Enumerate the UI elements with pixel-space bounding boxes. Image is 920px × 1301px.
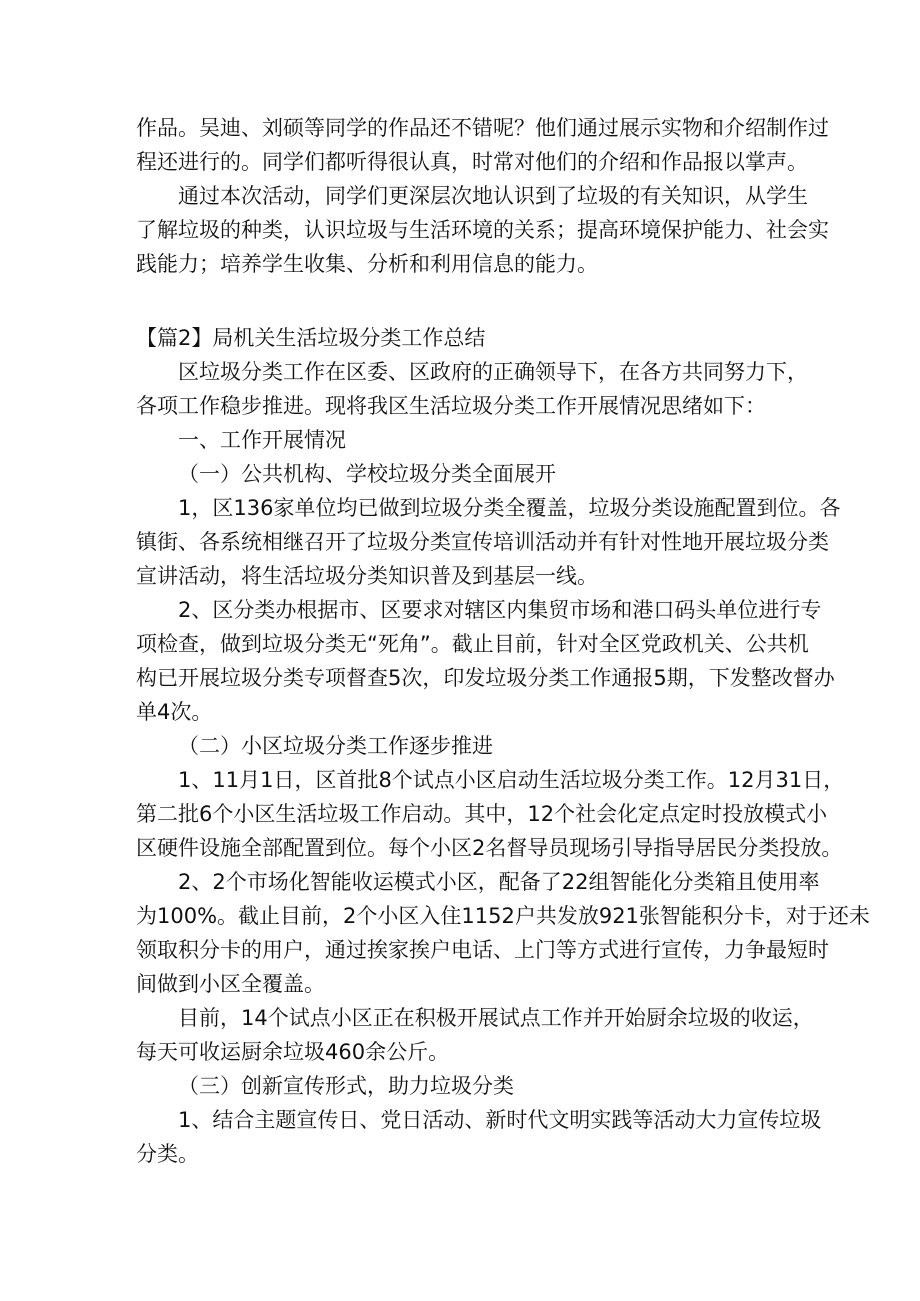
subheading-line: （一）公共机构、学校垃圾分类全面展开 <box>178 462 556 486</box>
paragraph-line: 第二批6个小区生活垃圾工作启动。其中，12个社会化定点定时投放模式小 <box>136 802 828 826</box>
paragraph-line: 间做到小区全覆盖。 <box>136 972 325 996</box>
paragraph-line: 分类。 <box>136 1142 199 1166</box>
paragraph-line: 程还进行的。同学们都听得很认真，时常对他们的介绍和作品报以掌声。 <box>136 150 808 174</box>
paragraph-line: 区垃圾分类工作在区委、区政府的正确领导下，在各方共同努力下， <box>178 360 808 384</box>
paragraph-line: 2、区分类办根据市、区要求对辖区内集贸市场和港口码头单位进行专 <box>178 598 822 622</box>
paragraph-line: 1、结合主题宣传日、党日活动、新时代文明实践等活动大力宣传垃圾 <box>178 1108 822 1132</box>
paragraph-line: 作品。吴迪、刘硕等同学的作品还不错呢？他们通过展示实物和介绍制作过 <box>136 116 829 140</box>
paragraph-line: 1，区136家单位均已做到垃圾分类全覆盖，垃圾分类设施配置到位。各 <box>178 496 841 520</box>
paragraph-line: 镇街、各系统相继召开了垃圾分类宣传培训活动并有针对性地开展垃圾分类 <box>136 530 829 554</box>
paragraph-line: 宣讲活动，将生活垃圾分类知识普及到基层一线。 <box>136 564 598 588</box>
paragraph-line: 践能力；培养学生收集、分析和利用信息的能力。 <box>136 252 598 276</box>
paragraph-line: 每天可收运厨余垃圾460余公斤。 <box>136 1040 450 1064</box>
subheading-line: 一、工作开展情况 <box>178 428 346 452</box>
paragraph-line: 各项工作稳步推进。现将我区生活垃圾分类工作开展情况思绪如下： <box>136 394 766 418</box>
section-title: 【篇2】局机关生活垃圾分类工作总结 <box>136 326 486 350</box>
paragraph-line: 1、11月1日，区首批8个试点小区启动生活垃圾分类工作。12月31日， <box>178 768 845 792</box>
paragraph-line: 了解垃圾的种类，认识垃圾与生活环境的关系；提高环境保护能力、社会实 <box>136 218 829 242</box>
document-body <box>136 111 870 1171</box>
subheading-line: （三）创新宣传形式，助力垃圾分类 <box>178 1074 514 1098</box>
paragraph-line: 构已开展垃圾分类专项督查5次，印发垃圾分类工作通报5期，下发整改督办 <box>136 666 835 690</box>
paragraph-line: 为100%。截止目前，2个小区入住1152户共发放921张智能积分卡，对于还未 <box>136 904 870 928</box>
paragraph-line: 通过本次活动，同学们更深层次地认识到了垃圾的有关知识，从学生 <box>178 184 808 208</box>
paragraph-line: 领取积分卡的用户，通过挨家挨户电话、上门等方式进行宣传，力争最短时 <box>136 938 829 962</box>
paragraph-line: 单4次。 <box>136 700 213 724</box>
section-gap <box>136 281 798 321</box>
paragraph-line: 区硬件设施全部配置到位。每个小区2名督导员现场引导指导居民分类投放。 <box>136 836 843 860</box>
subheading-line: （二）小区垃圾分类工作逐步推进 <box>178 734 493 758</box>
paragraph-line: 项检查，做到垃圾分类无“死角”。截止目前，针对全区党政机关、公共机 <box>136 632 809 656</box>
paragraph-line: 2、2个市场化智能收运模式小区，配备了22组智能化分类箱且使用率 <box>178 870 820 894</box>
paragraph-line: 目前，14个试点小区正在积极开展试点工作并开始厨余垃圾的收运， <box>178 1006 814 1030</box>
